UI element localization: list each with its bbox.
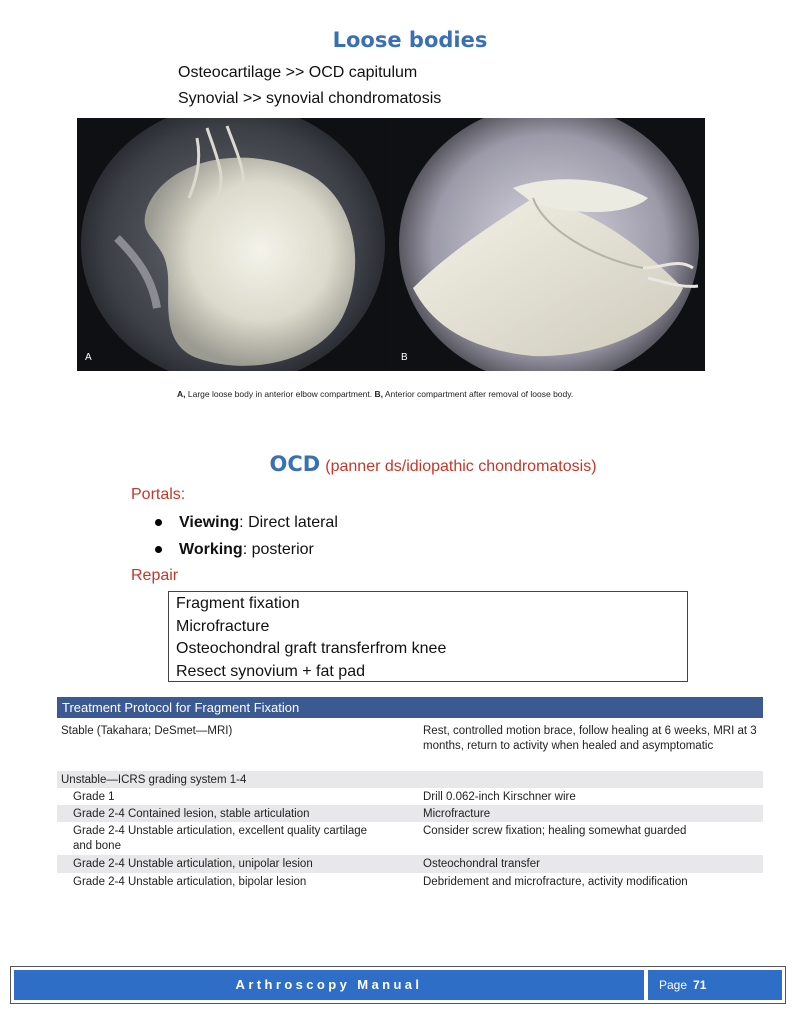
portals-list <box>152 512 338 566</box>
repair-item: Osteochondral graft transferfrom knee <box>176 640 447 657</box>
page-label: Page <box>659 978 688 992</box>
portal-detail: : posterior <box>242 541 314 558</box>
table-cell-treatment: Microfracture <box>423 808 491 820</box>
bullet-icon <box>155 519 162 526</box>
table-cell-treatment: Drill 0.062-inch Kirschner wire <box>423 791 576 803</box>
protocol-table-title: Treatment Protocol for Fragment Fixation <box>57 697 763 718</box>
repair-label: Repair <box>131 567 179 584</box>
table-cell-condition: Grade 2-4 Unstable articulation, unipolar lesion <box>73 858 313 870</box>
list-item <box>152 539 338 566</box>
page-title: Loose bodies <box>332 28 488 52</box>
panel-a-label: A <box>85 352 92 363</box>
arthroscopy-image-b <box>393 118 705 371</box>
table-row <box>57 873 763 891</box>
panel-b-label: B <box>401 352 408 363</box>
table-row <box>57 822 763 855</box>
table-row <box>57 788 763 805</box>
table-row <box>57 771 763 788</box>
portal-detail: : Direct lateral <box>239 514 338 531</box>
portal-name: Working <box>179 541 243 558</box>
table-cell-treatment: Rest, controlled motion brace, follow healing at 6 weeks, MRI at 3 months, return to activity when healed and asymptomatic <box>423 725 757 752</box>
page-footer <box>10 966 786 1004</box>
table-cell-condition: Grade 2-4 Unstable articulation, bipolar lesion <box>73 876 307 888</box>
table-row <box>57 855 763 873</box>
intro-line-osteocartilage: Osteocartilage >> OCD capitulum <box>178 64 418 81</box>
table-cell-condition: Stable (Takahara; DeSmet—MRI) <box>61 725 233 737</box>
footer-title: Arthroscopy Manual <box>14 970 644 1000</box>
table-cell-condition: Grade 2-4 Unstable articulation, excellent quality cartilage and bone <box>73 825 368 852</box>
arthroscopy-image-a <box>77 118 389 371</box>
page-number: 71 <box>693 978 707 992</box>
table-row <box>57 722 763 770</box>
ocd-heading <box>0 452 797 476</box>
repair-options-box <box>168 591 688 682</box>
footer-page-number <box>648 970 782 1000</box>
table-cell-condition: Unstable—ICRS grading system 1-4 <box>61 774 247 786</box>
caption-a-text: Large loose body in anterior elbow compartment. <box>185 389 375 399</box>
figure-caption <box>177 389 573 399</box>
repair-item: Microfracture <box>176 617 270 635</box>
table-cell-condition: Grade 2-4 Contained lesion, stable articulation <box>73 808 310 820</box>
portal-name: Viewing <box>179 514 240 531</box>
caption-b-marker: B, <box>374 389 383 399</box>
table-row <box>57 805 763 822</box>
bullet-icon <box>155 546 162 553</box>
ocd-subtitle: (panner ds/idiopathic chondromatosis) <box>325 458 597 475</box>
caption-a-marker: A, <box>177 389 186 399</box>
repair-item: Fragment fixation <box>176 595 300 612</box>
arthroscopy-figure <box>77 118 705 371</box>
table-cell-condition: Grade 1 <box>73 791 115 803</box>
table-cell-treatment: Debridement and microfracture, activity modification <box>423 876 688 888</box>
list-item <box>152 512 338 539</box>
caption-b-text: Anterior compartment after removal of loose body. <box>383 389 574 399</box>
table-cell-treatment: Osteochondral transfer <box>423 858 540 870</box>
ocd-title: OCD <box>269 452 321 476</box>
portals-label: Portals: <box>131 486 186 503</box>
table-cell-treatment: Consider screw fixation; healing somewhat guarded <box>423 825 687 837</box>
repair-item: Resect synovium + fat pad <box>176 662 365 680</box>
intro-line-synovial: Synovial >> synovial chondromatosis <box>178 90 442 107</box>
